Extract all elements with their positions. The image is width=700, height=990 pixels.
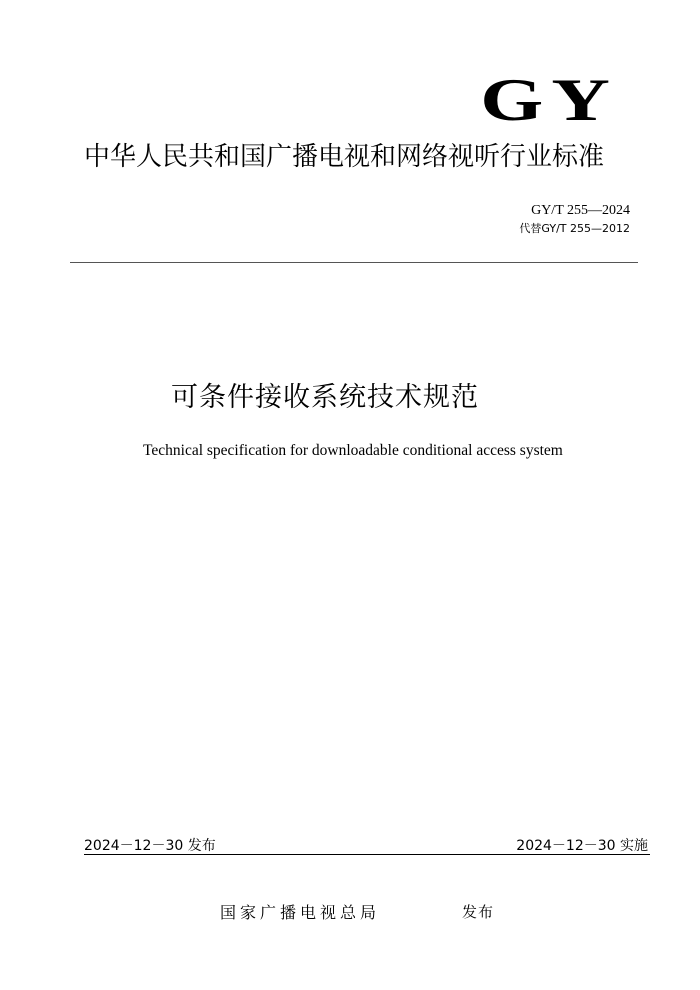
gy-logo: GY <box>480 67 618 133</box>
publish-label: 发布 <box>462 903 495 921</box>
document-title-chinese: 可条件接收系统技术规范 <box>171 382 479 413</box>
publisher-name: 国家广播电视总局 <box>220 903 381 922</box>
implementation-date: 2024－12－30 实施 <box>516 838 648 854</box>
footer-divider <box>84 854 650 855</box>
replaces-standard: 代替GY/T 255—2012 <box>519 222 630 235</box>
standard-category-title: 中华人民共和国广播电视和网络视听行业标准 <box>84 142 605 172</box>
header-divider <box>70 262 638 263</box>
standard-code: GY/T 255—2024 <box>531 203 630 218</box>
issue-date: 2024－12－30 发布 <box>84 838 216 854</box>
document-title-english: Technical specification for downloadable conditional access system <box>143 442 563 459</box>
